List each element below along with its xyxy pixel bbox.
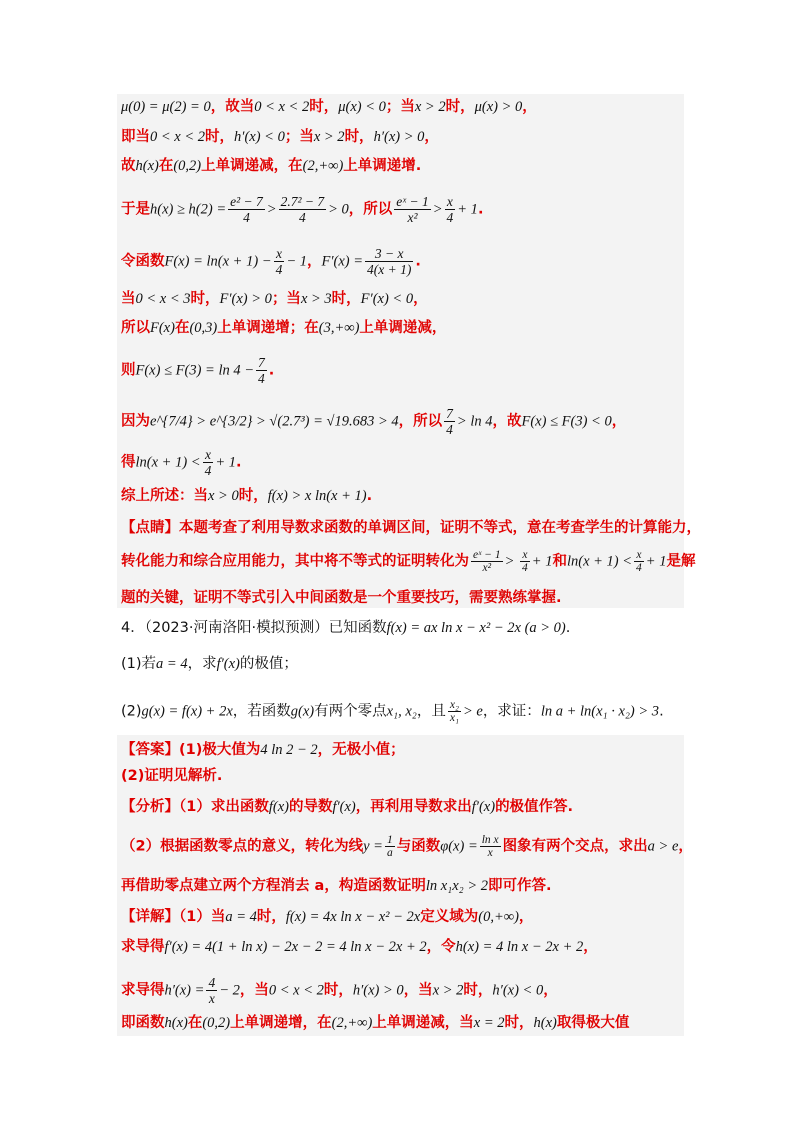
line-commentary-1: 【点睛】本题考查了利用导数求函数的单调区间，证明不等式，意在考查学生的计算能力， bbox=[121, 520, 701, 536]
fraction: $\frac{\text{eˣ − 1}}{\text{x²}}$ bbox=[473, 549, 501, 574]
line-h-derivative-sign: 即当0 < x < 2时，h′(x) < 0；当x > 2时，h′(x) > 0， bbox=[121, 129, 439, 145]
line-mu-zeros: μ(0) = μ(2) = 0，故当0 < x < 2时，μ(x) < 0；当x > 2时，μ(x) > 0， bbox=[121, 99, 537, 115]
answer-line-1: 【答案】(1)极大值为4 ln 2 − 2，无极小值； bbox=[121, 742, 405, 758]
line-commentary-2: 转化能力和综合应用能力，其中将不等式的证明转化为 $\frac{\text{eˣ − 1}}{\text{x²}}$ > $\frac{x}{4}$ + 1和ln(x + 1) < $\frac{x}{4}$ + 1是解 bbox=[121, 549, 696, 574]
detail-line-2: 求导得f′(x) = 4(1 + ln x) − 2x − 2 = 4 ln x − 2x + 2，令h(x) = 4 ln x − 2x + 2， bbox=[121, 939, 598, 955]
fraction: $\frac{\text{e² − 7}}{4}$ bbox=[230, 194, 263, 225]
fraction: $\frac{1}{a}$ bbox=[386, 834, 393, 859]
problem-4-part-1: (1)若a = 4，求f′(x)的极值； bbox=[121, 656, 298, 672]
fraction: $\frac{\text{x₂}}{\text{x₁}}$ bbox=[449, 699, 459, 724]
line-F-derivative-sign: 当0 < x < 3时，F′(x) > 0；当x > 3时，F′(x) < 0， bbox=[121, 291, 428, 307]
line-exp-estimate: 因为e^{7/4} > e^{3/2} > √(2.7³) = √19.683 > 4，所以 $\frac{7}{4}$ > ln 4，故F(x) ≤ F(3) < 0， bbox=[121, 406, 627, 437]
line-commentary-3: 题的关键，证明不等式引入中间函数是一个重要技巧，需要熟练掌握. bbox=[121, 590, 562, 606]
fraction: $\frac{x}{4}$ bbox=[275, 246, 283, 277]
problem-4-statement: 4．（2023·河南洛阳·模拟预测）已知函数f(x) = ax ln x − x² − 2x (a > 0). bbox=[121, 620, 571, 636]
fraction: $\frac{4}{x}$ bbox=[208, 975, 216, 1006]
fraction: $\frac{x}{4}$ bbox=[522, 549, 528, 574]
detail-line-1: 【详解】（1）当a = 4时，f(x) = 4x ln x − x² − 2x定义域为(0,+∞)， bbox=[121, 909, 534, 925]
analysis-line-2: （2）根据函数零点的意义，转化为线y = $\frac{1}{a}$ 与函数φ(x) = $\frac{\text{ln x}}{x}$ 图象有两个交点，求出a > e， bbox=[121, 834, 693, 859]
line-F-max: 则F(x) ≤ F(3) = ln 4 − $\frac{7}{4}$ . bbox=[121, 355, 275, 386]
fraction: $\frac{x}{4}$ bbox=[636, 549, 642, 574]
line-h-monotonic: 故h(x)在(0,2)上单调递减，在(2,+∞)上单调递增. bbox=[121, 158, 422, 174]
fraction: $\frac{\text{2.7² − 7}}{4}$ bbox=[280, 194, 325, 225]
problem-4-part-2: (2)g(x) = f(x) + 2x，若函数g(x)有两个零点x₁, x₂，且 $\frac{\text{x₂}}{\text{x₁}}$ > e，求证：ln a + ln(x₁ · x₂) > 3. bbox=[121, 699, 664, 724]
detail-line-3: 求导得h′(x) = $\frac{4}{x}$ − 2，当0 < x < 2时，h′(x) > 0，当x > 2时，h′(x) < 0， bbox=[121, 975, 558, 1006]
fraction: $\frac{x}{4}$ bbox=[446, 194, 454, 225]
analysis-line-1: 【分析】（1）求出函数f(x)的导数f′(x)，再利用导数求出f′(x)的极值作答. bbox=[121, 799, 574, 815]
line-conclusion: 综上所述：当x > 0时，f(x) > x ln(x + 1). bbox=[121, 488, 373, 504]
line-h-lower-bound: 于是h(x) ≥ h(2) = $\frac{\text{e² − 7}}{4}$ > $\frac{\text{2.7² − 7}}{4}$ > 0，所以 $\frac{\text{eˣ − 1}}{\text{x²}}$ > $\frac{x}{4}$ + 1. bbox=[121, 194, 484, 225]
fraction: $\frac{\text{ln x}}{x}$ bbox=[481, 834, 499, 859]
line-define-F: 令函数F(x) = ln(x + 1) − $\frac{x}{4}$ − 1，F′(x) = $\frac{3 - x}{4(x + 1)}$ . bbox=[121, 246, 421, 277]
fraction: $\frac{7}{4}$ bbox=[446, 406, 453, 437]
line-ln-bound: 得ln(x + 1) < $\frac{x}{4}$ + 1. bbox=[121, 447, 242, 478]
fraction: $\frac{x}{4}$ bbox=[204, 447, 212, 478]
fraction: $\frac{7}{4}$ bbox=[258, 355, 265, 386]
analysis-line-3: 再借助零点建立两个方程消去 a，构造函数证明ln x₁x₂ > 2即可作答. bbox=[121, 878, 552, 894]
fraction: $\frac{\text{eˣ − 1}}{\text{x²}}$ bbox=[396, 194, 429, 225]
answer-line-2: (2)证明见解析. bbox=[121, 768, 223, 784]
detail-line-4: 即函数h(x)在(0,2)上单调递增，在(2,+∞)上单调递减，当x = 2时，h(x)取得极大值 bbox=[121, 1015, 630, 1031]
line-F-monotonic: 所以F(x)在(0,3)上单调递增；在(3,+∞)上单调递减， bbox=[121, 320, 447, 336]
fraction: $\frac{3 - x}{4(x + 1)}$ bbox=[367, 246, 412, 277]
